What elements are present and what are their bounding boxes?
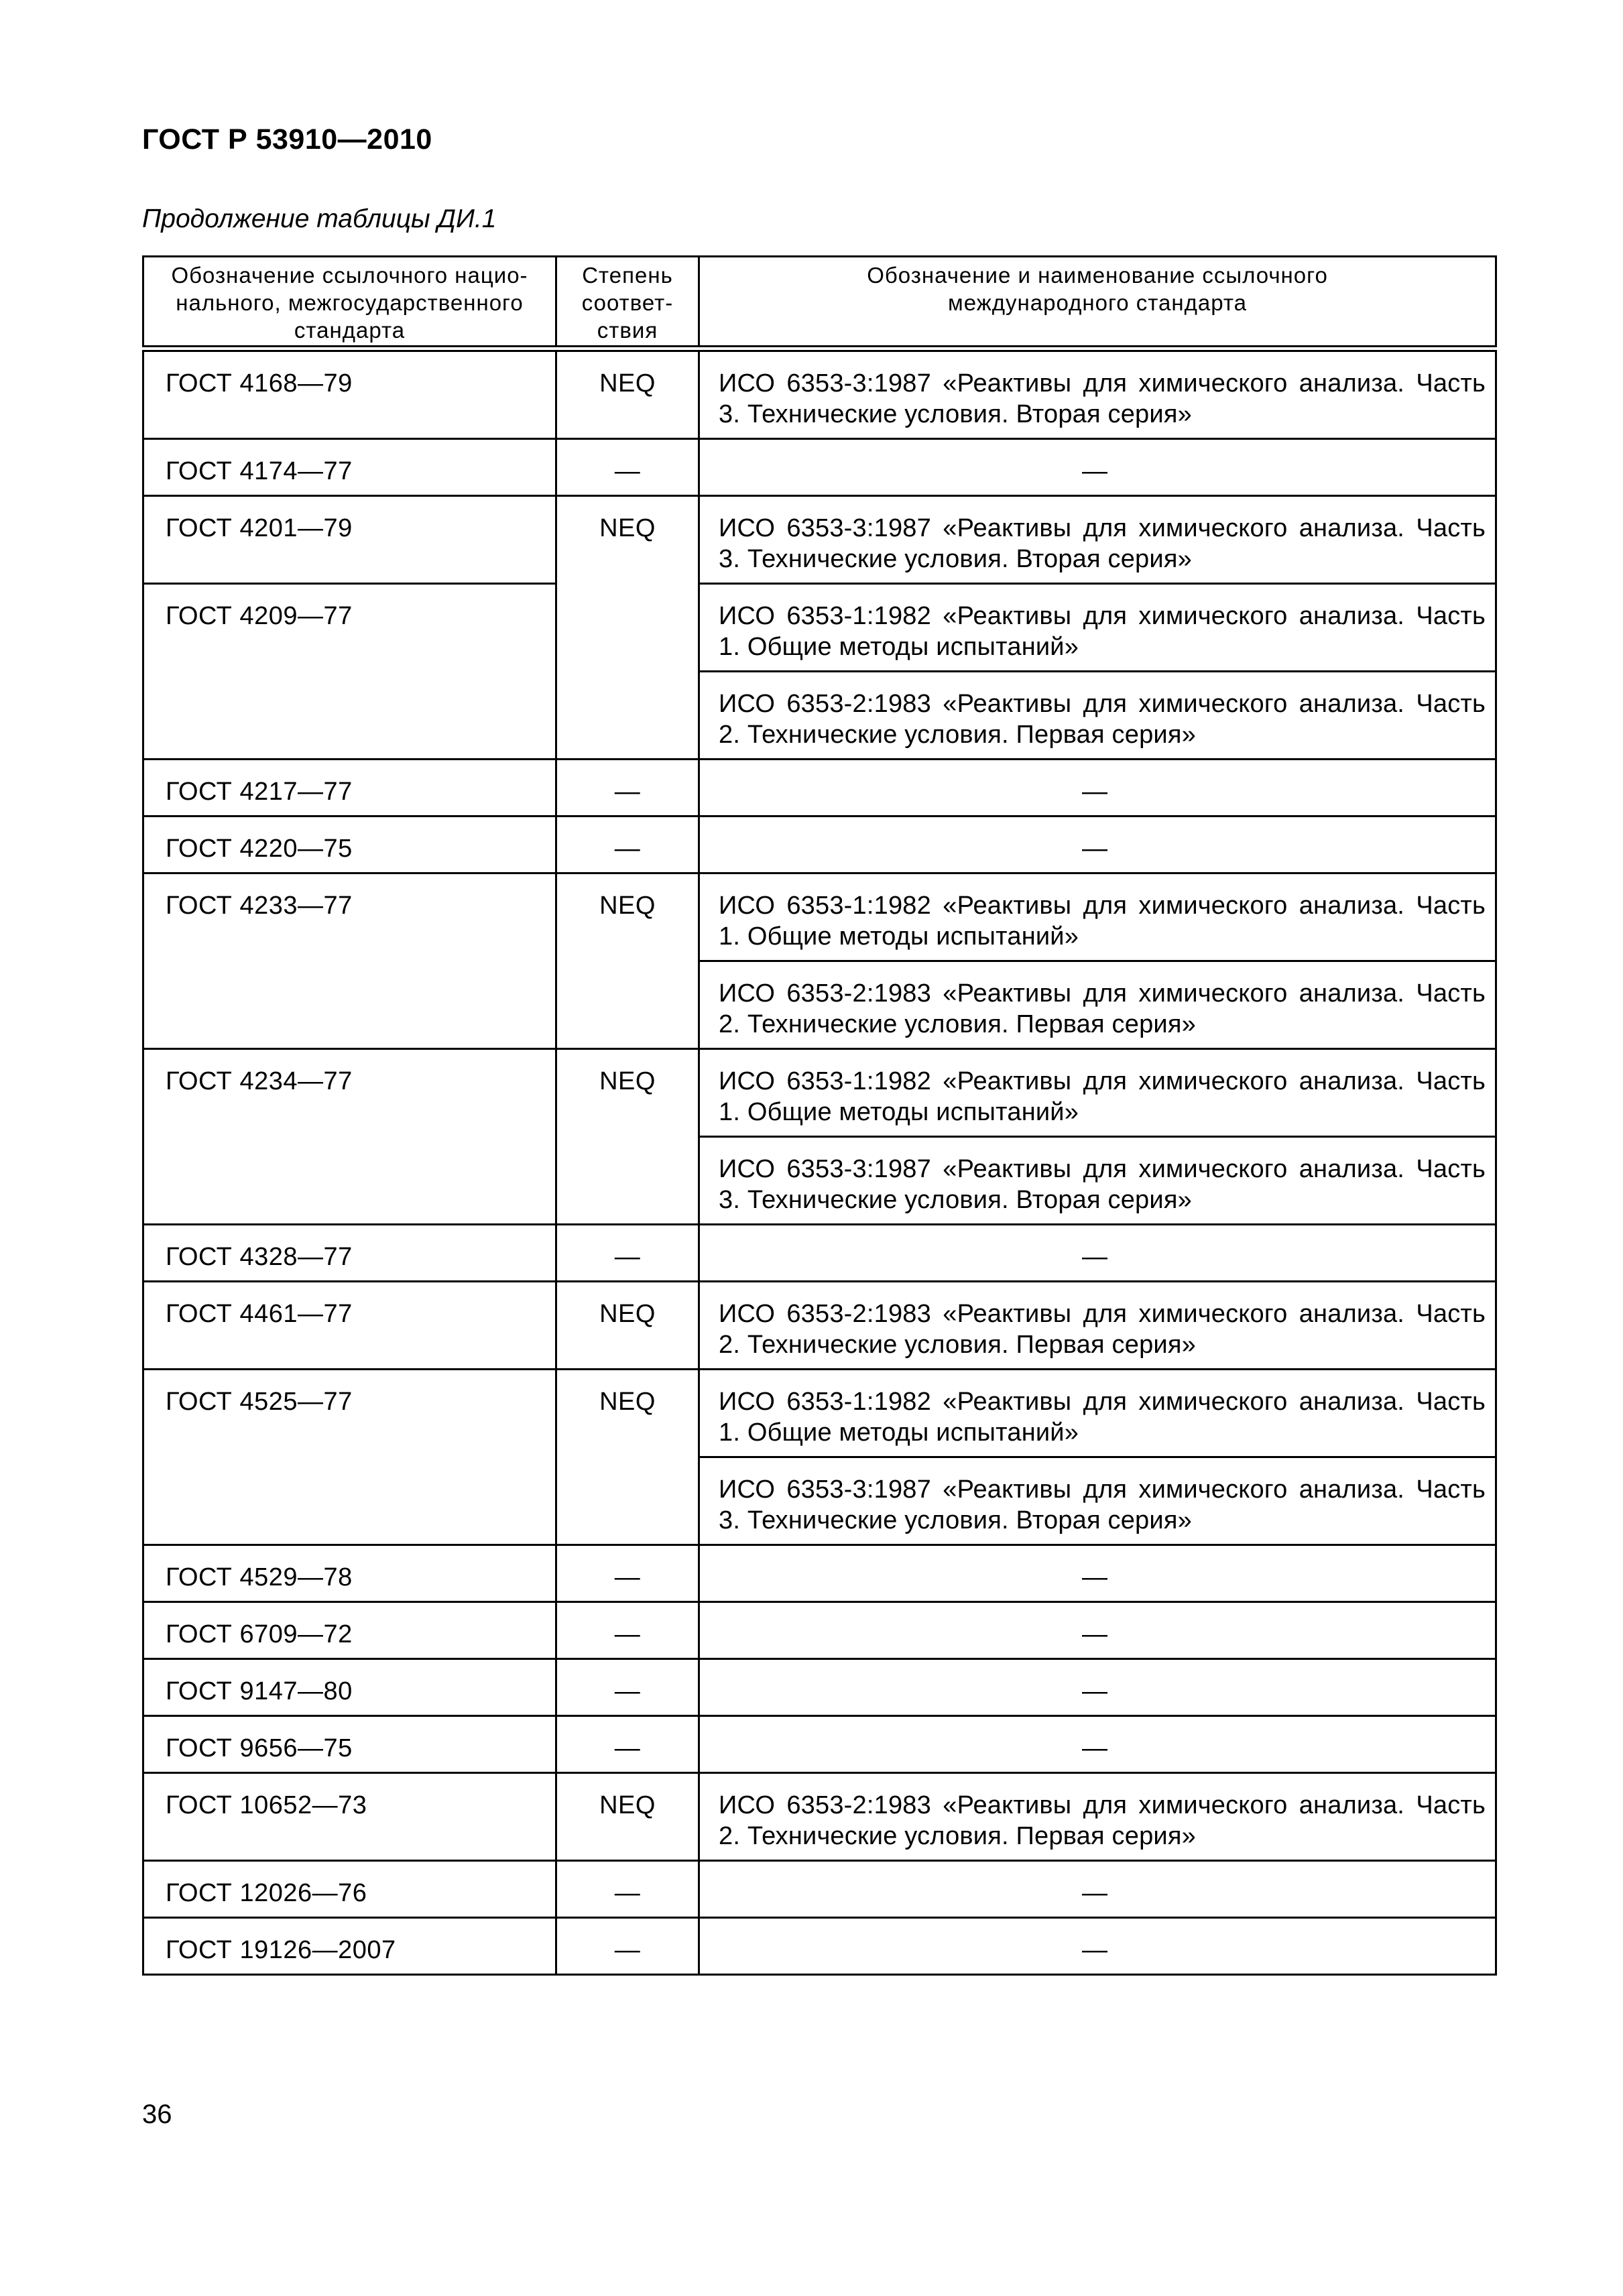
international-standard: ИСО 6353-3:1987 «Реактивы для химического анализа. Часть 3. Технические условия. Вторая серия» (699, 1137, 1496, 1225)
international-standard: — (699, 439, 1496, 496)
national-standard-code: ГОСТ 6709—72 (143, 1602, 556, 1659)
header-international-standard (699, 257, 1496, 349)
national-standard-code: ГОСТ 4525—77 (143, 1370, 556, 1545)
degree-of-correspondence: NEQ (556, 349, 699, 439)
degree-of-correspondence: — (556, 1545, 699, 1602)
international-standard: ИСО 6353-3:1987 «Реактивы для химического анализа. Часть 3. Технические условия. Вторая серия» (699, 1457, 1496, 1545)
degree-of-correspondence: NEQ (556, 1282, 699, 1370)
table-body (143, 349, 1496, 1975)
degree-of-correspondence: — (556, 1225, 699, 1282)
table-row (143, 760, 1496, 817)
page-number: 36 (142, 2100, 172, 2129)
table-row (143, 349, 1496, 439)
table-row (143, 1602, 1496, 1659)
table-row (143, 1773, 1496, 1861)
header-line: соответ- (581, 290, 674, 315)
national-standard-code: ГОСТ 4234—77 (143, 1049, 556, 1225)
international-standard: — (699, 1659, 1496, 1716)
national-standard-code: ГОСТ 4220—75 (143, 817, 556, 873)
international-standard: — (699, 817, 1496, 873)
national-standard-code: ГОСТ 9147—80 (143, 1659, 556, 1716)
national-standard-code: ГОСТ 4209—77 (143, 584, 556, 760)
document-code: ГОСТ Р 53910—2010 (142, 123, 432, 156)
international-standard: — (699, 1225, 1496, 1282)
international-standard: ИСО 6353-3:1987 «Реактивы для химического анализа. Часть 3. Технические условия. Вторая серия» (699, 496, 1496, 584)
table-row (143, 1225, 1496, 1282)
degree-of-correspondence: — (556, 1659, 699, 1716)
international-standard: — (699, 760, 1496, 817)
national-standard-code: ГОСТ 4217—77 (143, 760, 556, 817)
international-standard: ИСО 6353-1:1982 «Реактивы для химического анализа. Часть 1. Общие методы испытаний» (699, 873, 1496, 961)
header-line: нального, межгосударственного (176, 290, 524, 315)
international-standard: ИСО 6353-2:1983 «Реактивы для химического анализа. Часть 2. Технические условия. Первая серия» (699, 961, 1496, 1049)
degree-of-correspondence: NEQ (556, 1370, 699, 1545)
degree-of-correspondence: NEQ (556, 873, 699, 1049)
international-standard: — (699, 1716, 1496, 1773)
header-line: Обозначение ссылочного нацио- (171, 263, 528, 288)
degree-of-correspondence: — (556, 817, 699, 873)
national-standard-code: ГОСТ 10652—73 (143, 1773, 556, 1861)
table-row (143, 439, 1496, 496)
national-standard-code: ГОСТ 4201—79 (143, 496, 556, 584)
table-row (143, 1918, 1496, 1975)
header-line: ствия (597, 318, 658, 343)
international-standard: — (699, 1545, 1496, 1602)
international-standard: ИСО 6353-1:1982 «Реактивы для химического анализа. Часть 1. Общие методы испытаний» (699, 584, 1496, 672)
international-standard: — (699, 1918, 1496, 1975)
international-standard: ИСО 6353-2:1983 «Реактивы для химического анализа. Часть 2. Технические условия. Первая серия» (699, 1282, 1496, 1370)
national-standard-code: ГОСТ 19126—2007 (143, 1918, 556, 1975)
national-standard-code: ГОСТ 4233—77 (143, 873, 556, 1049)
international-standard: ИСО 6353-1:1982 «Реактивы для химического анализа. Часть 1. Общие методы испытаний» (699, 1370, 1496, 1457)
table-row (143, 1716, 1496, 1773)
header-degree (556, 257, 699, 349)
degree-of-correspondence: — (556, 1918, 699, 1975)
international-standard: ИСО 6353-1:1982 «Реактивы для химического анализа. Часть 1. Общие методы испытаний» (699, 1049, 1496, 1137)
international-standard: ИСО 6353-3:1987 «Реактивы для химического анализа. Часть 3. Технические условия. Вторая серия» (699, 349, 1496, 439)
international-standard: ИСО 6353-2:1983 «Реактивы для химического анализа. Часть 2. Технические условия. Первая серия» (699, 672, 1496, 760)
table-row (143, 1659, 1496, 1716)
degree-of-correspondence: — (556, 439, 699, 496)
degree-of-correspondence: — (556, 760, 699, 817)
table-row (143, 1861, 1496, 1918)
table-row (143, 1370, 1496, 1457)
national-standard-code: ГОСТ 12026—76 (143, 1861, 556, 1918)
international-standard: — (699, 1602, 1496, 1659)
degree-of-correspondence: NEQ (556, 1049, 699, 1225)
header-line: стандарта (294, 318, 406, 343)
national-standard-code: ГОСТ 4461—77 (143, 1282, 556, 1370)
national-standard-code: ГОСТ 4328—77 (143, 1225, 556, 1282)
national-standard-code: ГОСТ 9656—75 (143, 1716, 556, 1773)
degree-of-correspondence: — (556, 1716, 699, 1773)
reference-standards-table (142, 255, 1497, 1976)
table-row (143, 1545, 1496, 1602)
table-row (143, 584, 1496, 672)
degree-of-correspondence: NEQ (556, 1773, 699, 1861)
header-national-standard (143, 257, 556, 349)
table-row (143, 496, 1496, 584)
national-standard-code: ГОСТ 4174—77 (143, 439, 556, 496)
table-header-row (143, 257, 1496, 349)
header-line: Степень (582, 263, 673, 288)
table-row (143, 1282, 1496, 1370)
degree-of-correspondence: — (556, 1861, 699, 1918)
degree-of-correspondence: NEQ (556, 496, 699, 760)
degree-of-correspondence: — (556, 1602, 699, 1659)
header-line: международного стандарта (948, 290, 1247, 315)
national-standard-code: ГОСТ 4529—78 (143, 1545, 556, 1602)
international-standard: ИСО 6353-2:1983 «Реактивы для химического анализа. Часть 2. Технические условия. Первая серия» (699, 1773, 1496, 1861)
table-caption: Продолжение таблицы ДИ.1 (142, 204, 497, 233)
table-row (143, 817, 1496, 873)
table-row (143, 1049, 1496, 1137)
national-standard-code: ГОСТ 4168—79 (143, 349, 556, 439)
table-row (143, 873, 1496, 961)
international-standard: — (699, 1861, 1496, 1918)
header-line: Обозначение и наименование ссылочного (867, 263, 1328, 288)
